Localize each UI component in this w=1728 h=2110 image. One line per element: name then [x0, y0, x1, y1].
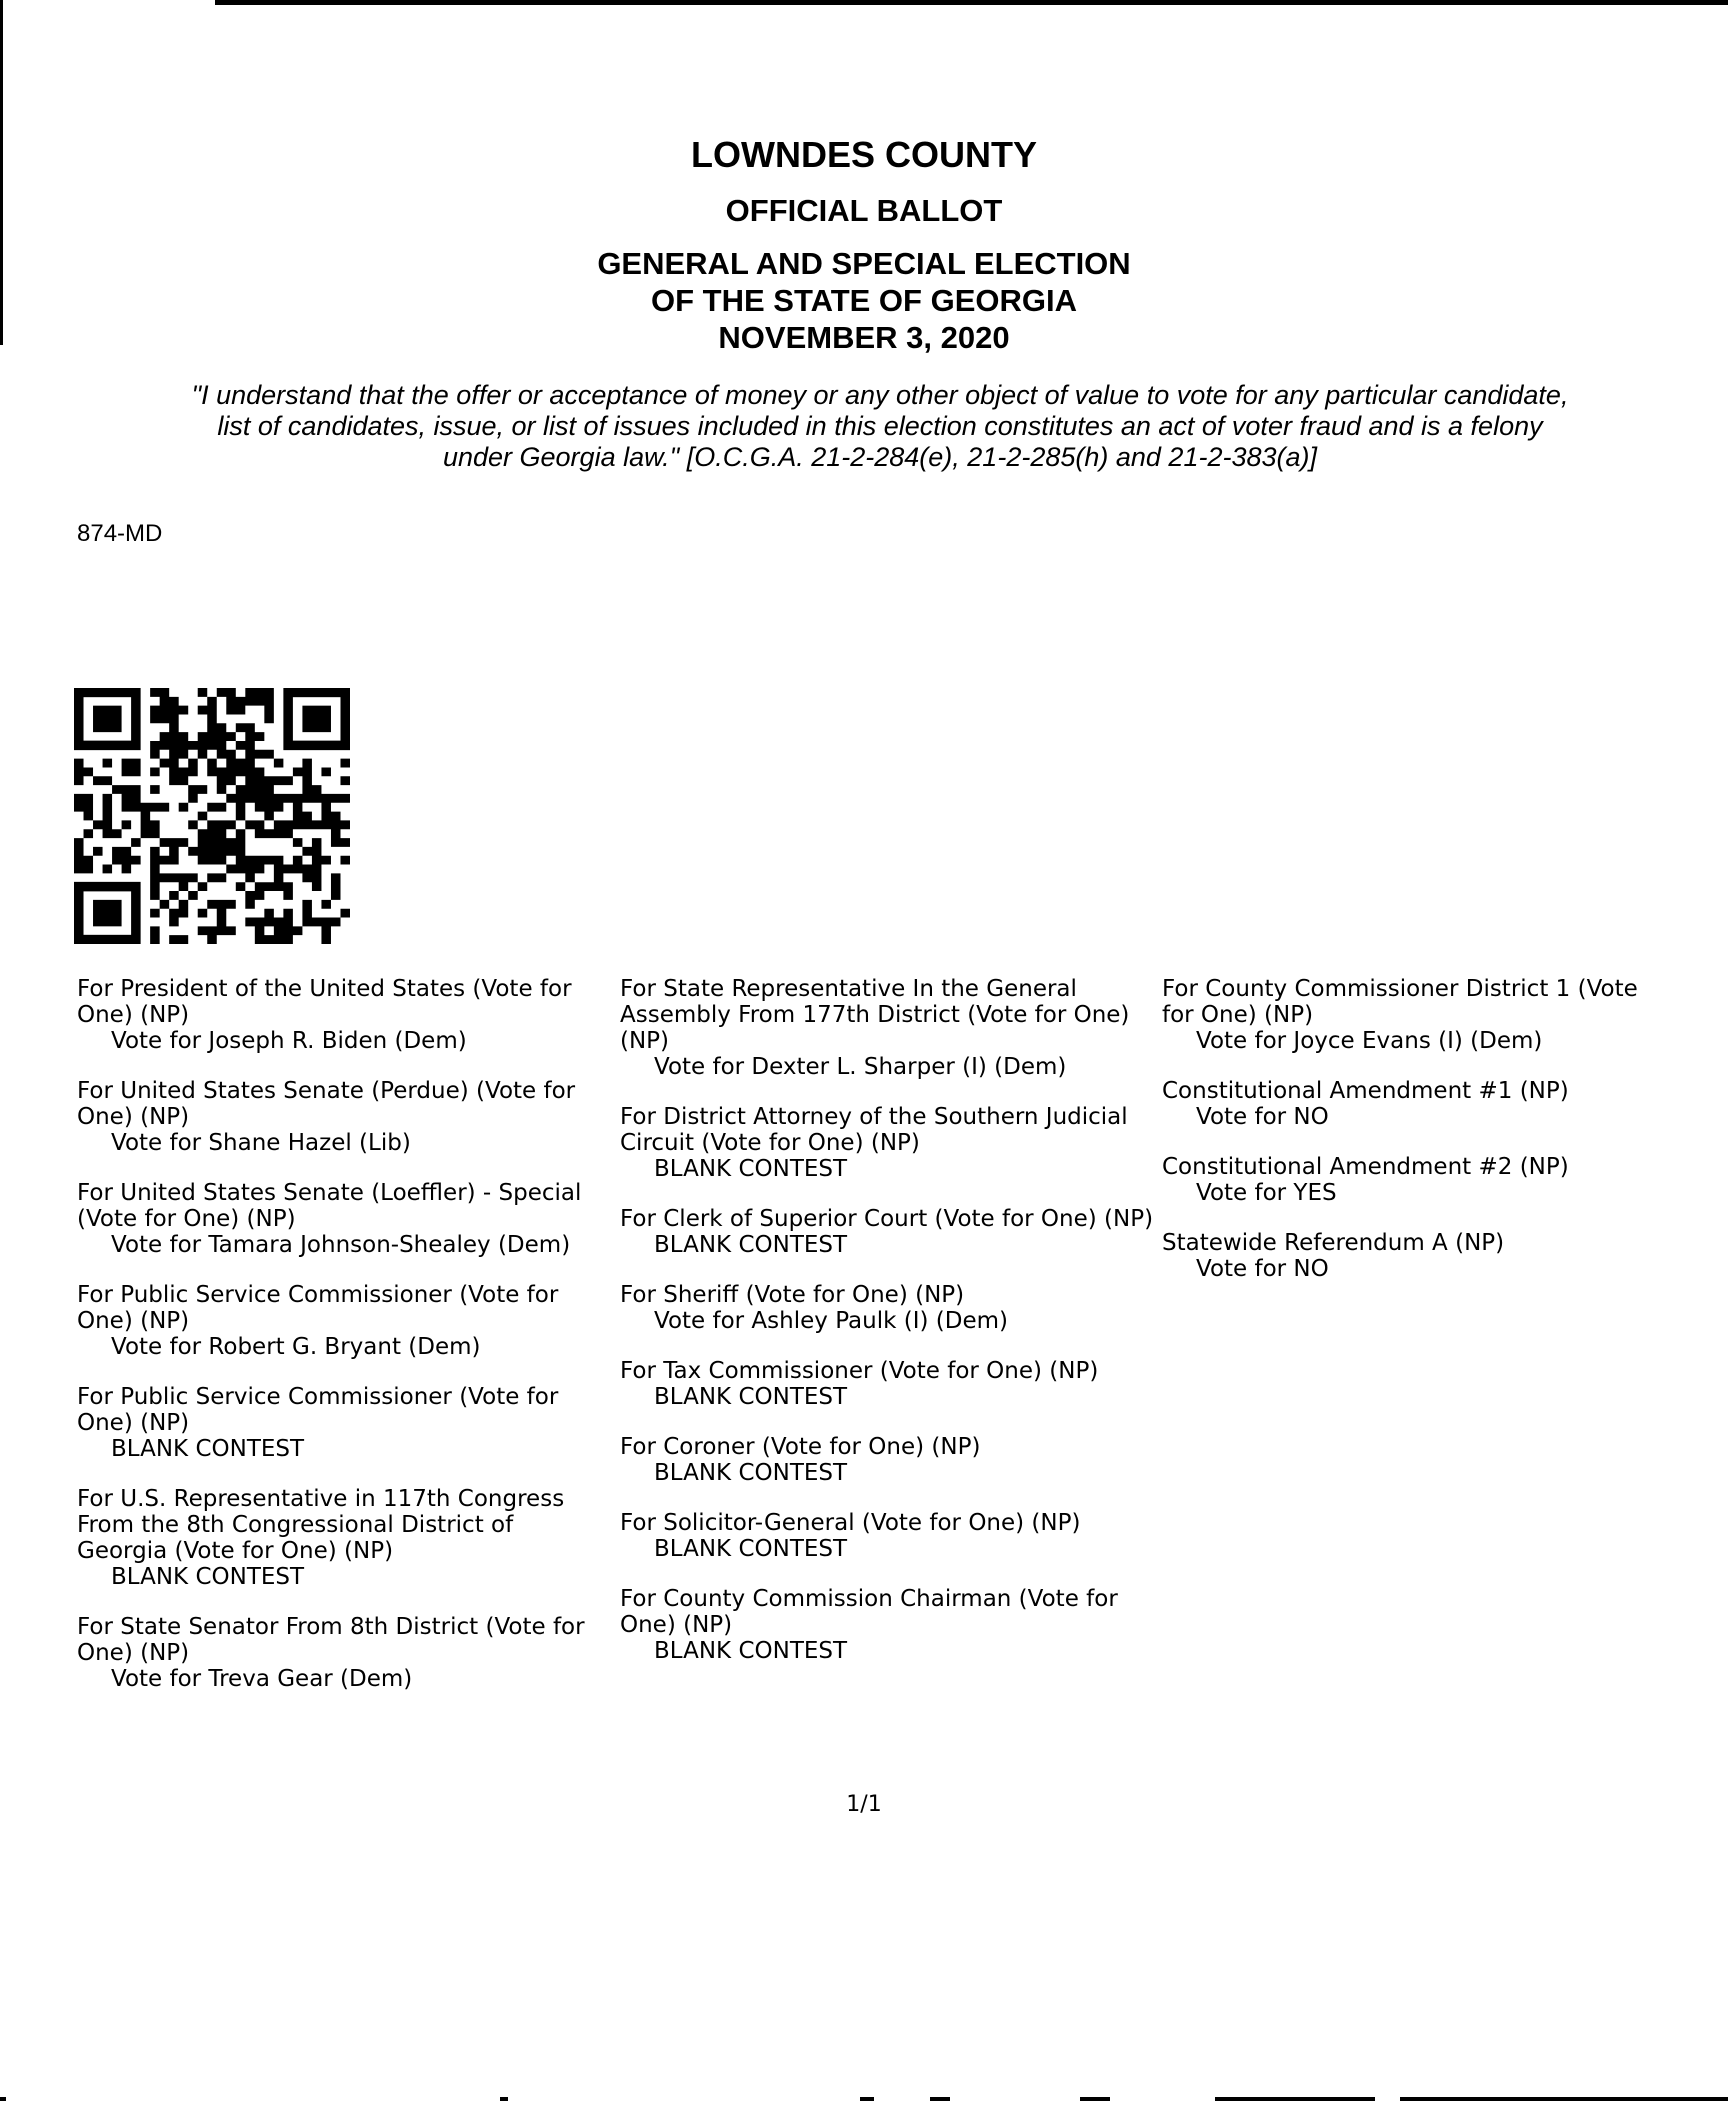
- contest-item: [620, 1434, 1160, 1486]
- contest-item: [620, 1586, 1160, 1664]
- contest-item: [620, 1282, 1160, 1334]
- contest-selection: BLANK CONTEST: [111, 1564, 305, 1590]
- contest-selection: Vote for Tamara Johnson-Shealey (Dem): [111, 1232, 571, 1258]
- contest-selection: Vote for Joyce Evans (I) (Dem): [1196, 1028, 1543, 1054]
- contest-item: [77, 1486, 607, 1590]
- election-date: NOVEMBER 3, 2020: [718, 320, 1010, 355]
- contest-title: Constitutional Amendment #1 (NP): [1162, 1078, 1569, 1104]
- contest-selection: Vote for Treva Gear (Dem): [111, 1666, 413, 1692]
- contest-item: [620, 976, 1160, 1080]
- contest-item: [77, 1384, 607, 1462]
- contest-title: For County Commission Chairman (Vote for One) (NP): [620, 1586, 1118, 1638]
- voter-oath-line: list of candidates, issue, or list of issues included in this election constitutes an act of voter fraud and is a felony: [217, 411, 1543, 441]
- contest-item: [620, 1104, 1160, 1182]
- contest-column: [1162, 976, 1728, 1306]
- contest-title: For State Representative In the General Assembly From 177th District (Vote for One) (NP): [620, 976, 1130, 1054]
- contest-column: [77, 976, 607, 1716]
- contest-title: For Tax Commissioner (Vote for One) (NP): [620, 1358, 1099, 1384]
- contest-selection: Vote for Joseph R. Biden (Dem): [111, 1028, 467, 1054]
- contest-selection: Vote for Dexter L. Sharper (I) (Dem): [654, 1054, 1067, 1080]
- contest-selection: BLANK CONTEST: [654, 1384, 848, 1410]
- contest-item: [1162, 1230, 1728, 1282]
- voter-oath: [90, 380, 1670, 473]
- contest-title: For President of the United States (Vote for One) (NP): [77, 976, 572, 1028]
- contest-title: Constitutional Amendment #2 (NP): [1162, 1154, 1569, 1180]
- contest-selection: BLANK CONTEST: [111, 1436, 305, 1462]
- contest-selection: BLANK CONTEST: [654, 1232, 848, 1258]
- election-title-line1: GENERAL AND SPECIAL ELECTION: [597, 246, 1131, 281]
- contest-selection: Vote for NO: [1196, 1104, 1329, 1130]
- contest-item: [77, 1282, 607, 1360]
- contest-item: [77, 976, 607, 1054]
- contest-title: For County Commissioner District 1 (Vote: [1162, 976, 1638, 1002]
- contest-title: For U.S. Representative in 117th Congress From the 8th Congressional District of Georgia (Vote for One) (NP): [77, 1486, 565, 1564]
- contest-title: For District Attorney of the Southern Judicial Circuit (Vote for One) (NP): [620, 1104, 1128, 1156]
- scan-edge-top: [215, 0, 1728, 5]
- election-title-line2: OF THE STATE OF GEORGIA: [651, 283, 1077, 318]
- contest-title: For United States Senate (Loeffler) - Special (Vote for One) (NP): [77, 1180, 582, 1232]
- contest-column: [620, 976, 1160, 1688]
- contest-item: [1162, 1078, 1728, 1130]
- contest-item: [620, 1510, 1160, 1562]
- contest-title: For Coroner (Vote for One) (NP): [620, 1434, 981, 1460]
- qr-code-icon: [74, 688, 350, 944]
- contest-item: [620, 1206, 1160, 1258]
- contest-selection: BLANK CONTEST: [654, 1460, 848, 1486]
- contest-selection: Vote for Ashley Paulk (I) (Dem): [654, 1308, 1008, 1334]
- contest-title: For United States Senate (Perdue) (Vote for One) (NP): [77, 1078, 576, 1130]
- contest-item: [77, 1078, 607, 1156]
- ballot-type-title: OFFICIAL BALLOT: [725, 193, 1003, 228]
- contest-item: [620, 1358, 1160, 1410]
- contest-selection: BLANK CONTEST: [654, 1156, 848, 1182]
- contest-selection: Vote for YES: [1196, 1180, 1337, 1206]
- voter-oath-line: under Georgia law." [O.C.G.A. 21-2-284(e), 21-2-285(h) and 21-2-383(a)]: [442, 442, 1318, 472]
- contest-title: Statewide Referendum A (NP): [1162, 1230, 1505, 1256]
- contest-title: For Solicitor-General (Vote for One) (NP): [620, 1510, 1081, 1536]
- contest-item: [77, 1180, 607, 1258]
- contest-title: For Public Service Commissioner (Vote for One) (NP): [77, 1282, 559, 1334]
- contest-selection: Vote for Robert G. Bryant (Dem): [111, 1334, 481, 1360]
- contest-selection: BLANK CONTEST: [654, 1536, 848, 1562]
- contest-item: [1162, 1154, 1728, 1206]
- contest-title: For Sheriff (Vote for One) (NP): [620, 1282, 965, 1308]
- contest-item: [1162, 976, 1728, 1054]
- scan-edge-bottom: [0, 2097, 1728, 2110]
- voter-oath-line: "I understand that the offer or acceptance of money or any other object of value to vote for any particular candidate,: [191, 380, 1569, 410]
- contest-selection: BLANK CONTEST: [654, 1638, 848, 1664]
- contest-title-continued: for One) (NP): [1162, 1002, 1314, 1028]
- contest-title: For Clerk of Superior Court (Vote for One) (NP): [620, 1206, 1154, 1232]
- contest-selection: Vote for Shane Hazel (Lib): [111, 1130, 411, 1156]
- page-number: 1/1: [846, 1792, 882, 1817]
- contest-title: For State Senator From 8th District (Vote for One) (NP): [77, 1614, 585, 1666]
- contest-title: For Public Service Commissioner (Vote for One) (NP): [77, 1384, 559, 1436]
- county-title: LOWNDES COUNTY: [691, 134, 1037, 175]
- contest-selection: Vote for NO: [1196, 1256, 1329, 1282]
- election-title: [0, 245, 1728, 356]
- ballot-style-id: 874-MD: [77, 520, 163, 547]
- contest-item: [77, 1614, 607, 1692]
